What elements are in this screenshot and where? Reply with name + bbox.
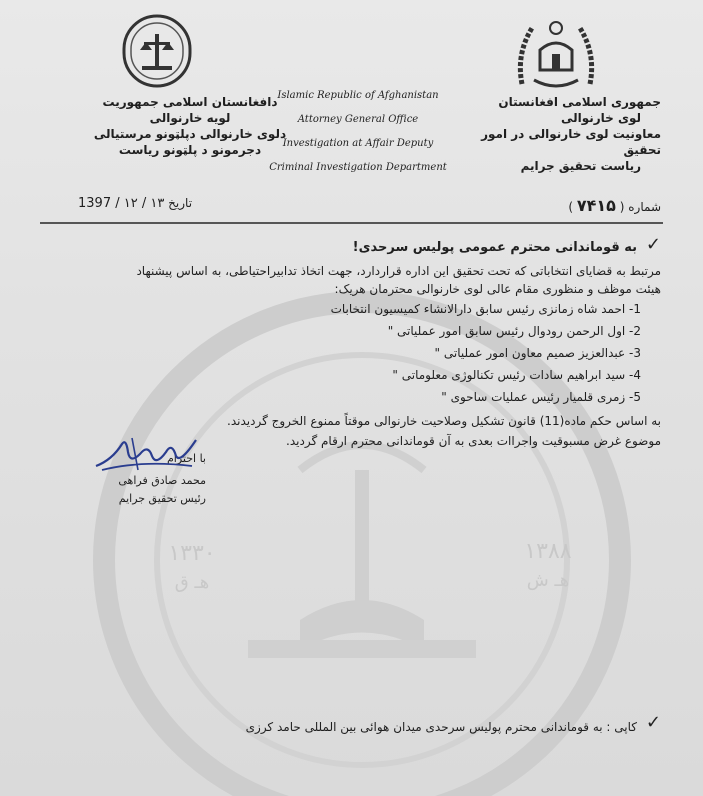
header-english-line: Attorney General Office — [297, 114, 419, 125]
document-number — [568, 196, 661, 215]
checkmark-icon: ✓ — [645, 234, 661, 255]
watermark-era-left: هـ ق — [174, 572, 210, 593]
header-pashto-line: لویه خارنوالی — [149, 111, 231, 125]
header-pashto-line: دلوی خارنوالی دپلټونو مرستیالی — [93, 127, 287, 141]
header-english-line: Investigation at Affair Deputy — [282, 138, 434, 149]
header-dari-line: معاونیت لوی خارنوالی در امور تحقیق — [481, 127, 661, 157]
header-dari — [441, 94, 661, 174]
intro-line: هیئت موظف و منظوری مقام عالی لوی خارنوالی محترمان هریک: — [334, 282, 661, 296]
header-dari-line: لوی خارنوالی — [560, 111, 641, 125]
watermark-year-right: ۱۳۸۸ — [524, 539, 572, 564]
intro-line: مرتبط به قضایای انتخاباتی که تحت تحقیق این اداره قراردارد، جهت اتخاذ تدابیراحتیاطی، به اساس پیشنهاد — [136, 264, 661, 278]
signer-title: رئیس تحقیق جرایم — [118, 492, 206, 505]
header-dari-line: جمهوری اسلامی افغانستان — [498, 95, 661, 109]
date-value: ۱۳ / ۱۲ / 1397 — [78, 196, 165, 211]
watermark-era-right: هـ ش — [526, 570, 570, 591]
list-item: 4- سید ابراهیم سادات رئیس تکنالوژی معلوماتی " — [392, 368, 641, 382]
list-item: 5- زمری قلمیار رئیس عملیات ساحوی " — [441, 390, 641, 404]
signature-icon — [92, 430, 202, 478]
watermark-year-left: ۱۳۳۰ — [168, 541, 216, 566]
header-dari-line: ریاست تحقیق جرایم — [520, 159, 641, 173]
list-item: 2- اول الرحمن رودوال رئیس سابق امور عملیاتی " — [387, 324, 641, 338]
header-pashto — [80, 94, 300, 158]
list-item: 1- احمد شاه زمانزی رئیس سابق دارالانشاء کمیسیون انتخابات — [330, 302, 641, 316]
afghanistan-emblem-icon — [512, 14, 600, 94]
header-pashto-line: دافغانستان اسلامی جمهوریت — [102, 95, 278, 109]
number-close: ) — [568, 200, 574, 214]
copy-line: کاپی : به قوماندانی محترم پولیس سرحدی میدان هوائی بین المللی حامد کرزی — [245, 720, 637, 734]
header-pashto-line: دجرمونو د پلټونو ریاست — [118, 143, 262, 157]
number-label: شماره ( — [619, 200, 661, 214]
regards: با احترام — [166, 452, 206, 465]
number-value: ۷۴۱۵ — [576, 196, 616, 215]
addressee: به قوماندانی محترم عمومی پولیس سرحدی! — [352, 240, 637, 255]
checkmark-icon: ✓ — [645, 712, 661, 733]
closing-line: به اساس حکم ماده(11) قانون تشکیل وصلاحیت خارنوالی موقتاً ممنوع الخروج گردیدند. — [227, 414, 661, 428]
signer-name: محمد صادق فراهی — [118, 474, 206, 487]
list-item: 3- عبدالعزیز صمیم معاون امور عملیاتی " — [434, 346, 641, 360]
seal-icon — [122, 14, 192, 88]
header-english-line: Islamic Republic of Afghanistan — [277, 90, 439, 101]
document-date — [78, 196, 192, 211]
header-english-line: Criminal Investigation Department — [269, 162, 447, 173]
header-divider — [40, 222, 663, 224]
closing-line: موضوع غرض مسبوقیت واجراات بعدی به آن قوماندانی محترم ارقام گردید. — [286, 434, 661, 448]
date-label: تاریخ — [168, 196, 193, 210]
